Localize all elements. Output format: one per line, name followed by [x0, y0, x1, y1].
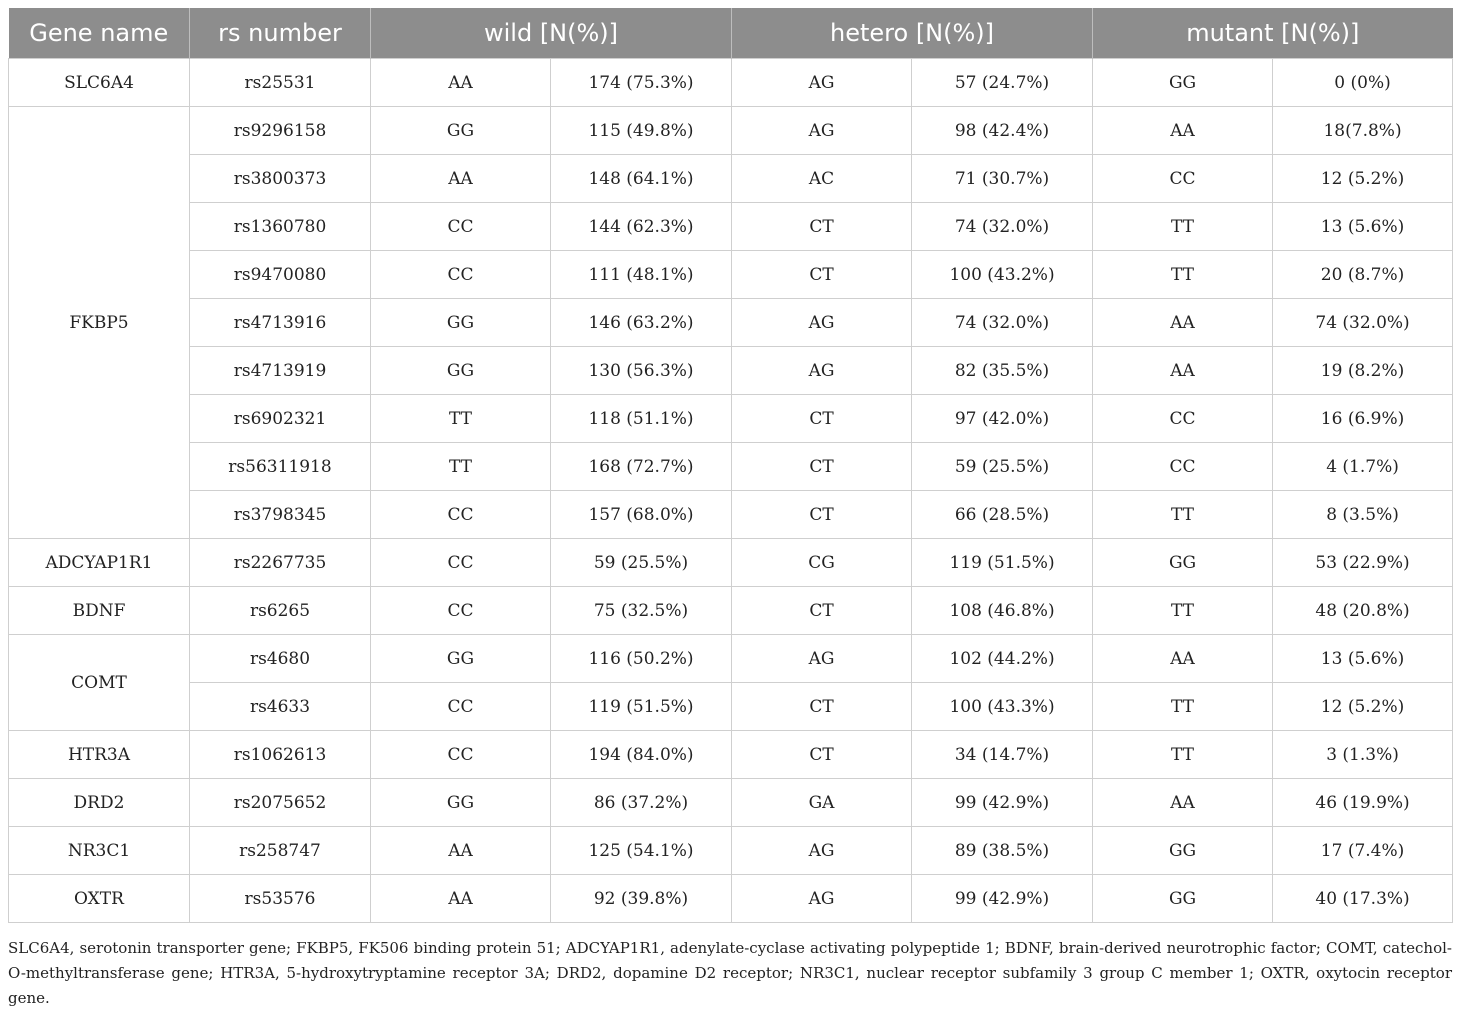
hetero-genotype-cell: CT	[732, 731, 912, 779]
table-row	[9, 299, 1453, 347]
wild-genotype-cell: GG	[371, 107, 551, 155]
gene-name-cell: COMT	[9, 635, 190, 731]
rs-number-cell: rs258747	[190, 827, 371, 875]
mutant-genotype-cell: CC	[1093, 443, 1273, 491]
header-wild: wild [N(%)]	[371, 8, 732, 59]
rs-number-cell: rs56311918	[190, 443, 371, 491]
wild-genotype-cell: CC	[371, 587, 551, 635]
hetero-count-cell: 108 (46.8%)	[912, 587, 1093, 635]
hetero-genotype-cell: CT	[732, 587, 912, 635]
mutant-genotype-cell: AA	[1093, 347, 1273, 395]
hetero-genotype-cell: AC	[732, 155, 912, 203]
mutant-genotype-cell: TT	[1093, 203, 1273, 251]
mutant-count-cell: 18(7.8%)	[1273, 107, 1453, 155]
wild-genotype-cell: CC	[371, 731, 551, 779]
mutant-genotype-cell: AA	[1093, 635, 1273, 683]
hetero-count-cell: 99 (42.9%)	[912, 875, 1093, 923]
table-row	[9, 395, 1453, 443]
wild-count-cell: 86 (37.2%)	[551, 779, 732, 827]
genotype-table	[8, 8, 1453, 923]
mutant-count-cell: 16 (6.9%)	[1273, 395, 1453, 443]
hetero-count-cell: 89 (38.5%)	[912, 827, 1093, 875]
hetero-genotype-cell: GA	[732, 779, 912, 827]
wild-genotype-cell: AA	[371, 827, 551, 875]
wild-count-cell: 119 (51.5%)	[551, 683, 732, 731]
mutant-genotype-cell: GG	[1093, 539, 1273, 587]
mutant-count-cell: 46 (19.9%)	[1273, 779, 1453, 827]
mutant-genotype-cell: CC	[1093, 395, 1273, 443]
table-footnote: SLC6A4, serotonin transporter gene; FKBP5, FK506 binding protein 51; ADCYAP1R1, adenylate-cyclase activating polypeptide 1; BDNF, brain-derived neurotrophic factor; COMT, catechol-O-methyltransferase gene; HTR3A, 5-hydroxytryptamine receptor 3A; DRD2, dopamine D2 receptor; NR3C1, nuclear receptor subfamily 3 group C member 1; OXTR, oxytocin receptor gene.	[8, 939, 1452, 1007]
gene-name-cell: HTR3A	[9, 731, 190, 779]
hetero-count-cell: 59 (25.5%)	[912, 443, 1093, 491]
wild-count-cell: 157 (68.0%)	[551, 491, 732, 539]
mutant-count-cell: 17 (7.4%)	[1273, 827, 1453, 875]
wild-genotype-cell: CC	[371, 683, 551, 731]
table-row	[9, 827, 1453, 875]
table-row	[9, 635, 1453, 683]
hetero-genotype-cell: AG	[732, 59, 912, 107]
wild-genotype-cell: GG	[371, 299, 551, 347]
rs-number-cell: rs4633	[190, 683, 371, 731]
rs-number-cell: rs4713919	[190, 347, 371, 395]
wild-genotype-cell: GG	[371, 635, 551, 683]
hetero-genotype-cell: AG	[732, 875, 912, 923]
hetero-genotype-cell: CT	[732, 395, 912, 443]
wild-count-cell: 115 (49.8%)	[551, 107, 732, 155]
hetero-count-cell: 98 (42.4%)	[912, 107, 1093, 155]
rs-number-cell: rs1062613	[190, 731, 371, 779]
table-row	[9, 251, 1453, 299]
wild-genotype-cell: TT	[371, 443, 551, 491]
wild-genotype-cell: CC	[371, 539, 551, 587]
hetero-genotype-cell: AG	[732, 635, 912, 683]
gene-name-cell: SLC6A4	[9, 59, 190, 107]
gene-name-cell: NR3C1	[9, 827, 190, 875]
hetero-genotype-cell: CT	[732, 443, 912, 491]
mutant-count-cell: 40 (17.3%)	[1273, 875, 1453, 923]
table-header-row	[9, 8, 1453, 59]
hetero-count-cell: 66 (28.5%)	[912, 491, 1093, 539]
mutant-genotype-cell: AA	[1093, 299, 1273, 347]
hetero-count-cell: 102 (44.2%)	[912, 635, 1093, 683]
rs-number-cell: rs9470080	[190, 251, 371, 299]
gene-name-cell: OXTR	[9, 875, 190, 923]
table-row	[9, 875, 1453, 923]
mutant-count-cell: 4 (1.7%)	[1273, 443, 1453, 491]
rs-number-cell: rs53576	[190, 875, 371, 923]
mutant-count-cell: 0 (0%)	[1273, 59, 1453, 107]
table-row	[9, 683, 1453, 731]
mutant-genotype-cell: CC	[1093, 155, 1273, 203]
hetero-genotype-cell: CG	[732, 539, 912, 587]
gene-name-cell: ADCYAP1R1	[9, 539, 190, 587]
wild-count-cell: 148 (64.1%)	[551, 155, 732, 203]
wild-count-cell: 92 (39.8%)	[551, 875, 732, 923]
wild-count-cell: 125 (54.1%)	[551, 827, 732, 875]
wild-count-cell: 75 (32.5%)	[551, 587, 732, 635]
mutant-genotype-cell: GG	[1093, 59, 1273, 107]
table-row	[9, 539, 1453, 587]
mutant-count-cell: 19 (8.2%)	[1273, 347, 1453, 395]
mutant-count-cell: 12 (5.2%)	[1273, 683, 1453, 731]
rs-number-cell: rs3800373	[190, 155, 371, 203]
table-row	[9, 587, 1453, 635]
rs-number-cell: rs3798345	[190, 491, 371, 539]
hetero-count-cell: 74 (32.0%)	[912, 299, 1093, 347]
table-row	[9, 59, 1453, 107]
mutant-genotype-cell: AA	[1093, 107, 1273, 155]
mutant-genotype-cell: TT	[1093, 587, 1273, 635]
wild-count-cell: 168 (72.7%)	[551, 443, 732, 491]
wild-genotype-cell: GG	[371, 779, 551, 827]
wild-count-cell: 59 (25.5%)	[551, 539, 732, 587]
hetero-genotype-cell: AG	[732, 107, 912, 155]
gene-name-cell: DRD2	[9, 779, 190, 827]
wild-count-cell: 130 (56.3%)	[551, 347, 732, 395]
table-row	[9, 491, 1453, 539]
rs-number-cell: rs1360780	[190, 203, 371, 251]
header-mutant: mutant [N(%)]	[1093, 8, 1453, 59]
mutant-count-cell: 13 (5.6%)	[1273, 635, 1453, 683]
table-row	[9, 443, 1453, 491]
hetero-genotype-cell: CT	[732, 251, 912, 299]
wild-count-cell: 118 (51.1%)	[551, 395, 732, 443]
mutant-genotype-cell: TT	[1093, 491, 1273, 539]
rs-number-cell: rs6902321	[190, 395, 371, 443]
hetero-genotype-cell: AG	[732, 827, 912, 875]
mutant-genotype-cell: AA	[1093, 779, 1273, 827]
hetero-genotype-cell: CT	[732, 203, 912, 251]
wild-count-cell: 146 (63.2%)	[551, 299, 732, 347]
rs-number-cell: rs6265	[190, 587, 371, 635]
rs-number-cell: rs25531	[190, 59, 371, 107]
wild-genotype-cell: AA	[371, 59, 551, 107]
mutant-count-cell: 3 (1.3%)	[1273, 731, 1453, 779]
hetero-genotype-cell: CT	[732, 491, 912, 539]
header-rs-number: rs number	[190, 8, 371, 59]
table-row	[9, 347, 1453, 395]
wild-genotype-cell: AA	[371, 875, 551, 923]
hetero-count-cell: 82 (35.5%)	[912, 347, 1093, 395]
hetero-count-cell: 71 (30.7%)	[912, 155, 1093, 203]
mutant-genotype-cell: TT	[1093, 683, 1273, 731]
rs-number-cell: rs9296158	[190, 107, 371, 155]
mutant-count-cell: 74 (32.0%)	[1273, 299, 1453, 347]
hetero-count-cell: 74 (32.0%)	[912, 203, 1093, 251]
table-row	[9, 203, 1453, 251]
hetero-count-cell: 34 (14.7%)	[912, 731, 1093, 779]
header-gene-name: Gene name	[9, 8, 190, 59]
header-hetero: hetero [N(%)]	[732, 8, 1093, 59]
table-row	[9, 779, 1453, 827]
hetero-count-cell: 100 (43.2%)	[912, 251, 1093, 299]
wild-genotype-cell: CC	[371, 251, 551, 299]
mutant-count-cell: 13 (5.6%)	[1273, 203, 1453, 251]
hetero-genotype-cell: CT	[732, 683, 912, 731]
wild-genotype-cell: AA	[371, 155, 551, 203]
mutant-count-cell: 48 (20.8%)	[1273, 587, 1453, 635]
mutant-genotype-cell: TT	[1093, 731, 1273, 779]
mutant-genotype-cell: GG	[1093, 827, 1273, 875]
mutant-count-cell: 20 (8.7%)	[1273, 251, 1453, 299]
table-row	[9, 155, 1453, 203]
wild-count-cell: 116 (50.2%)	[551, 635, 732, 683]
table-row	[9, 731, 1453, 779]
table-row	[9, 107, 1453, 155]
mutant-count-cell: 8 (3.5%)	[1273, 491, 1453, 539]
hetero-count-cell: 57 (24.7%)	[912, 59, 1093, 107]
hetero-genotype-cell: AG	[732, 347, 912, 395]
rs-number-cell: rs2075652	[190, 779, 371, 827]
wild-genotype-cell: CC	[371, 203, 551, 251]
table-body	[9, 59, 1453, 923]
genotype-table-container	[8, 8, 1452, 923]
wild-count-cell: 174 (75.3%)	[551, 59, 732, 107]
wild-genotype-cell: TT	[371, 395, 551, 443]
rs-number-cell: rs4713916	[190, 299, 371, 347]
wild-count-cell: 111 (48.1%)	[551, 251, 732, 299]
wild-genotype-cell: CC	[371, 491, 551, 539]
hetero-count-cell: 100 (43.3%)	[912, 683, 1093, 731]
hetero-count-cell: 99 (42.9%)	[912, 779, 1093, 827]
rs-number-cell: rs2267735	[190, 539, 371, 587]
mutant-count-cell: 53 (22.9%)	[1273, 539, 1453, 587]
wild-genotype-cell: GG	[371, 347, 551, 395]
mutant-genotype-cell: GG	[1093, 875, 1273, 923]
gene-name-cell: FKBP5	[9, 107, 190, 539]
hetero-count-cell: 119 (51.5%)	[912, 539, 1093, 587]
mutant-count-cell: 12 (5.2%)	[1273, 155, 1453, 203]
gene-name-cell: BDNF	[9, 587, 190, 635]
wild-count-cell: 144 (62.3%)	[551, 203, 732, 251]
mutant-genotype-cell: TT	[1093, 251, 1273, 299]
hetero-count-cell: 97 (42.0%)	[912, 395, 1093, 443]
rs-number-cell: rs4680	[190, 635, 371, 683]
wild-count-cell: 194 (84.0%)	[551, 731, 732, 779]
hetero-genotype-cell: AG	[732, 299, 912, 347]
